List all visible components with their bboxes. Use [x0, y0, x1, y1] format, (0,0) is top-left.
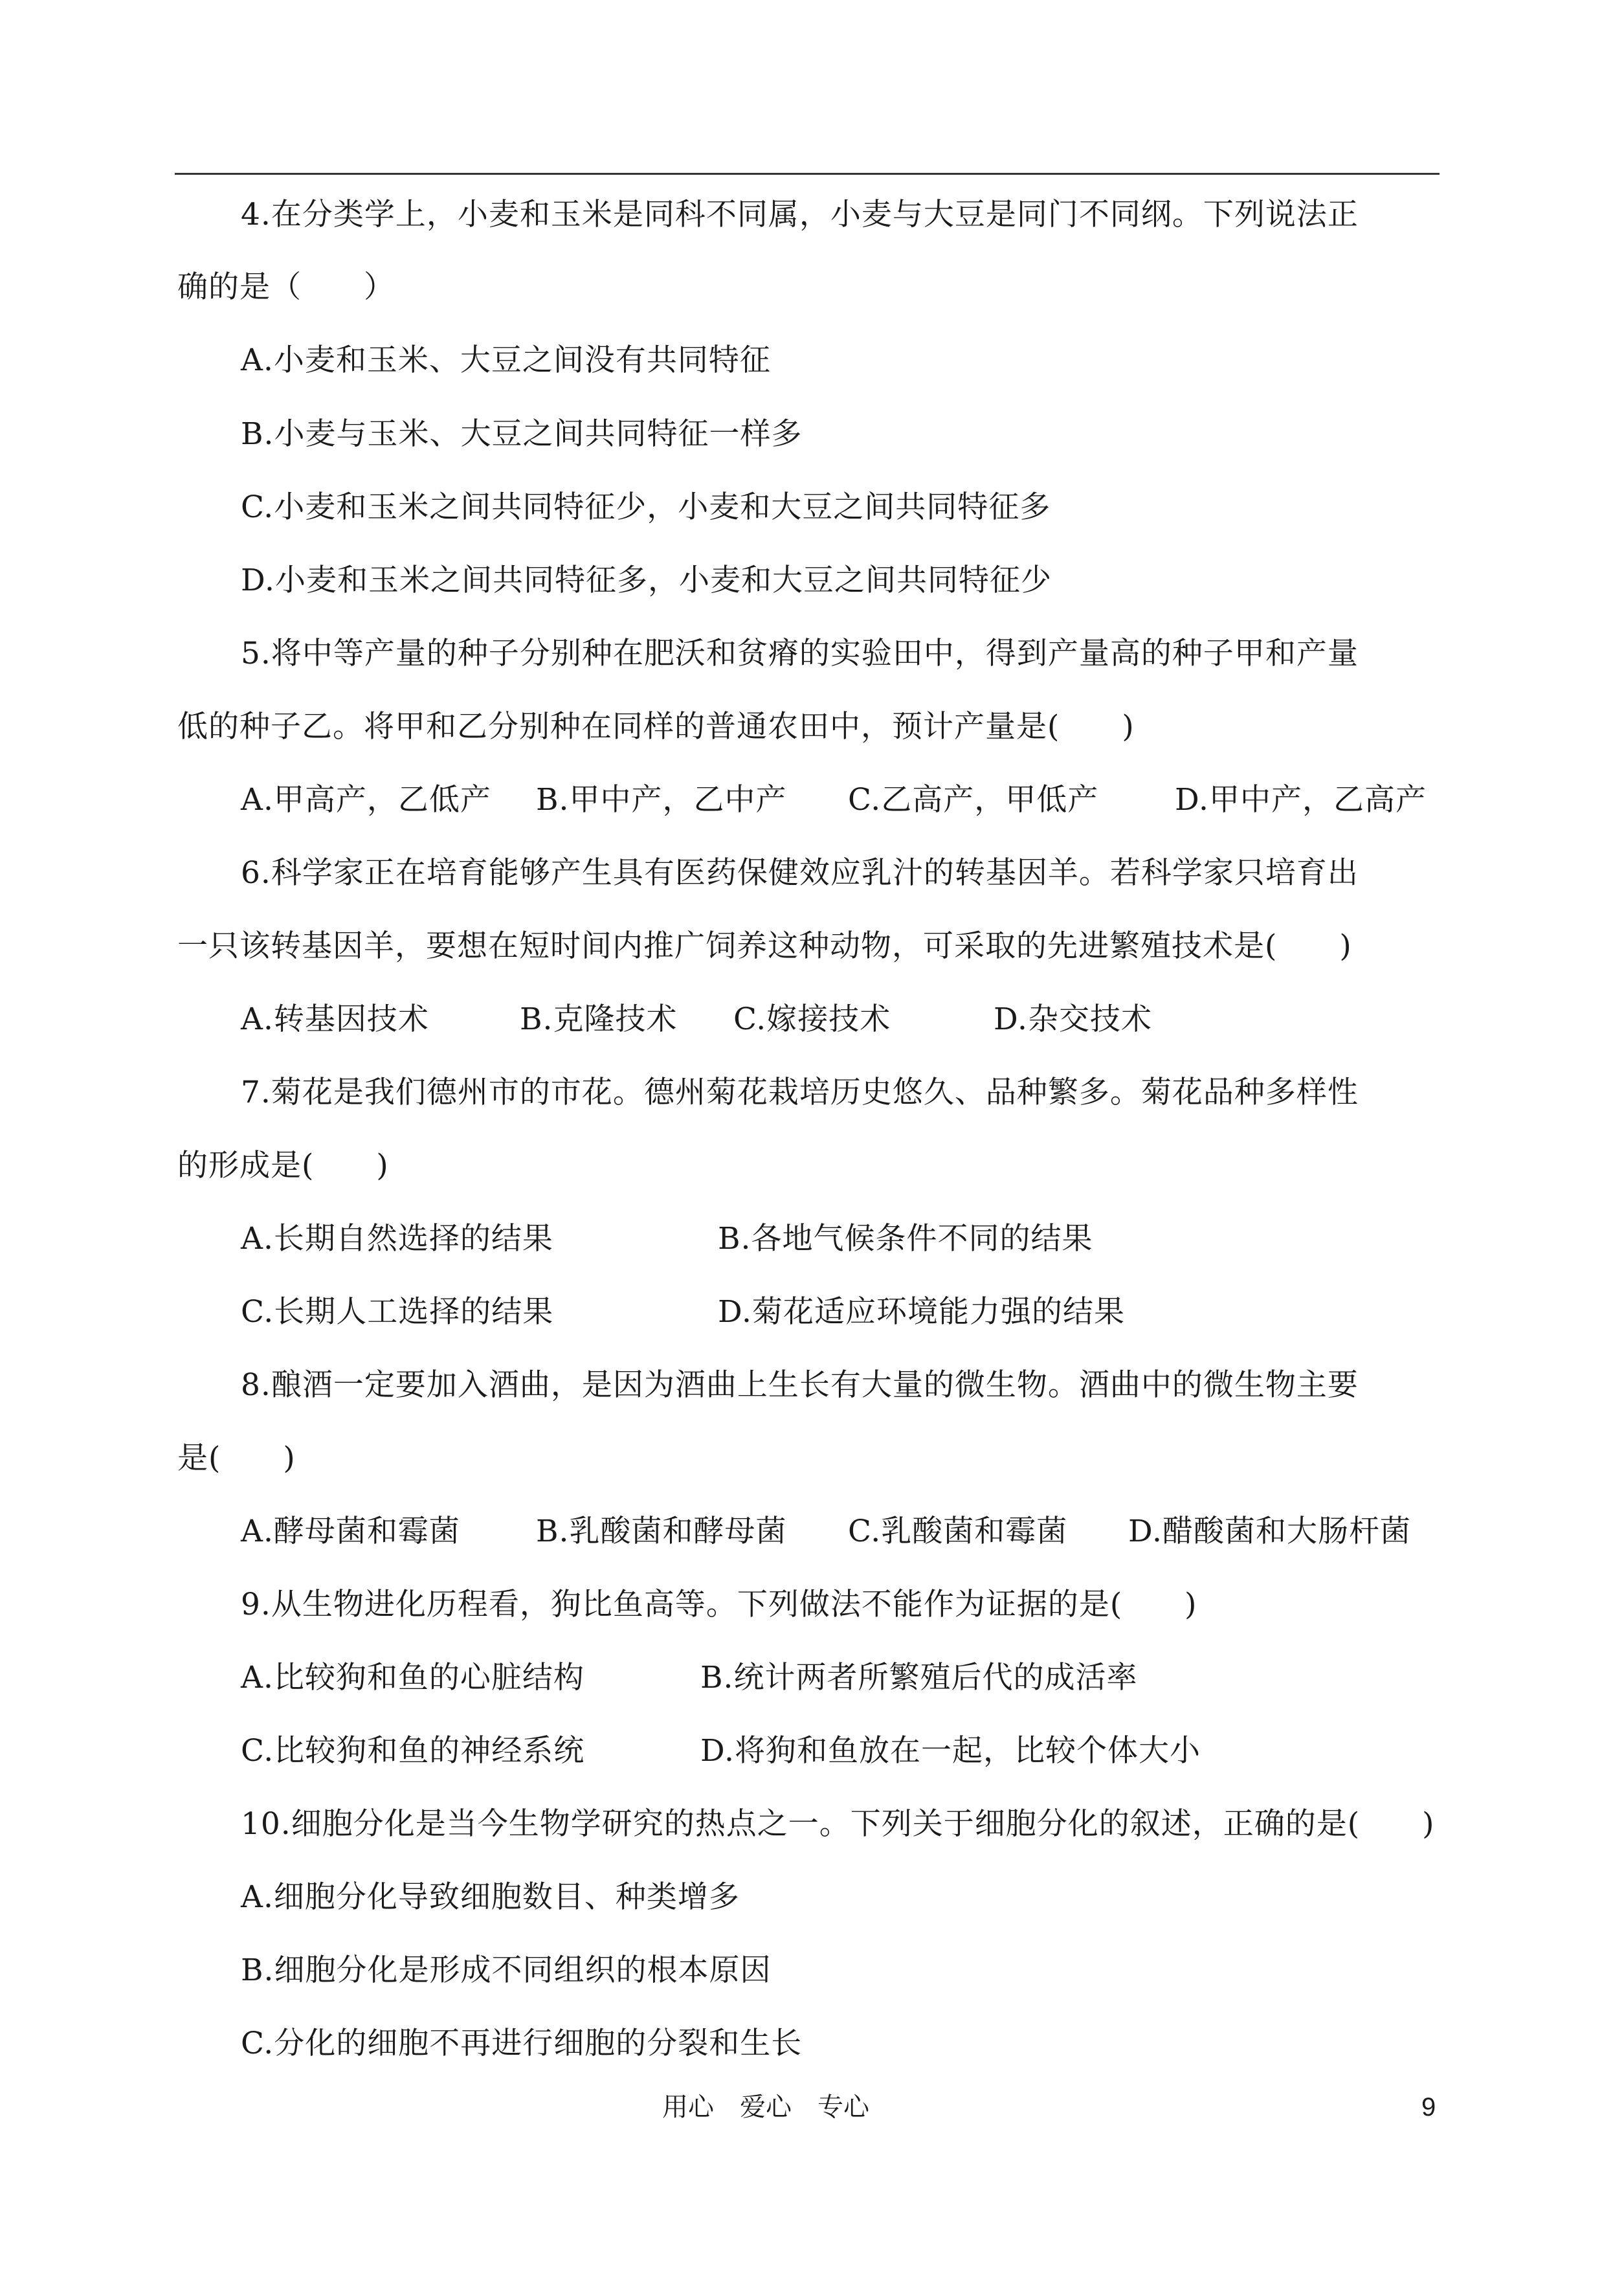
question-7-option-c: C.长期人工选择的结果 [241, 1294, 554, 1330]
question-10-line-1: 10.细胞分化是当今生物学研究的热点之一。下列关于细胞分化的叙述，正确的是( ) [241, 1806, 1435, 1842]
question-4-line-1: 4.在分类学上，小麦和玉米是同科不同属，小麦与大豆是同门不同纲。下列说法正 [241, 197, 1359, 232]
question-8-line-1: 8.酿酒一定要加入酒曲，是因为酒曲上生长有大量的微生物。酒曲中的微生物主要 [241, 1367, 1359, 1403]
question-8-option-c: C.乳酸菌和霉菌 [848, 1514, 1068, 1549]
question-10-option-c: C.分化的细胞不再进行细胞的分裂和生长 [241, 2026, 803, 2061]
question-5-line-1: 5.将中等产量的种子分别种在肥沃和贫瘠的实验田中，得到产量高的种子甲和产量 [241, 636, 1359, 671]
question-9-option-b: B.统计两者所繁殖后代的成活率 [700, 1660, 1138, 1695]
question-6-option-b: B.克隆技术 [520, 1001, 678, 1037]
question-7-option-b: B.各地气候条件不同的结果 [718, 1221, 1093, 1257]
question-5-option-b: B.甲中产，乙中产 [536, 782, 787, 818]
question-4-option-c: C.小麦和玉米之间共同特征少，小麦和大豆之间共同特征多 [241, 489, 1051, 525]
question-8-option-d: D.醋酸菌和大肠杆菌 [1128, 1514, 1411, 1549]
question-8-line-2: 是( ) [177, 1440, 296, 1476]
question-4-option-b: B.小麦与玉米、大豆之间共同特征一样多 [241, 416, 803, 452]
question-4-line-2: 确的是（ ） [177, 269, 395, 305]
question-9-line-1: 9.从生物进化历程看，狗比鱼高等。下列做法不能作为证据的是( ) [241, 1587, 1197, 1622]
question-6-option-a: A.转基因技术 [241, 1001, 429, 1037]
question-5-option-d: D.甲中产，乙高产 [1175, 782, 1427, 818]
question-5-option-c: C.乙高产，甲低产 [848, 782, 1099, 818]
question-9-option-a: A.比较狗和鱼的心脏结构 [241, 1660, 584, 1695]
question-7-line-1: 7.菊花是我们德州市的市花。德州菊花栽培历史悠久、品种繁多。菊花品种多样性 [241, 1075, 1359, 1110]
question-7-line-2: 的形成是( ) [177, 1148, 389, 1183]
question-9-option-c: C.比较狗和鱼的神经系统 [241, 1733, 585, 1769]
question-8-option-a: A.酵母菌和霉菌 [241, 1514, 460, 1549]
question-6-line-2: 一只该转基因羊，要想在短时间内推广饲养这种动物，可采取的先进繁殖技术是( ) [177, 928, 1352, 964]
footer-motto: 用心 爱心 专心 [662, 2092, 869, 2122]
question-6-option-c: C.嫁接技术 [733, 1001, 891, 1037]
question-9-option-d: D.将狗和鱼放在一起，比较个体大小 [700, 1733, 1201, 1769]
question-7-option-a: A.长期自然选择的结果 [241, 1221, 553, 1257]
question-8-option-b: B.乳酸菌和酵母菌 [536, 1514, 787, 1549]
question-6-option-d: D.杂交技术 [994, 1001, 1152, 1037]
question-6-line-1: 6.科学家正在培育能够产生具有医药保健效应乳汁的转基因羊。若科学家只培育出 [241, 855, 1359, 891]
question-7-option-d: D.菊花适应环境能力强的结果 [718, 1294, 1125, 1330]
question-4-option-a: A.小麦和玉米、大豆之间没有共同特征 [241, 342, 771, 378]
question-10-option-b: B.细胞分化是形成不同组织的根本原因 [241, 1952, 772, 1988]
question-5-line-2: 低的种子乙。将甲和乙分别种在同样的普通农田中，预计产量是( ) [177, 709, 1135, 744]
page-number: 9 [1421, 2093, 1436, 2121]
question-5-option-a: A.甲高产，乙低产 [241, 782, 491, 818]
question-4-option-d: D.小麦和玉米之间共同特征多，小麦和大豆之间共同特征少 [241, 563, 1052, 598]
question-10-option-a: A.细胞分化导致细胞数目、种类增多 [241, 1879, 740, 1915]
